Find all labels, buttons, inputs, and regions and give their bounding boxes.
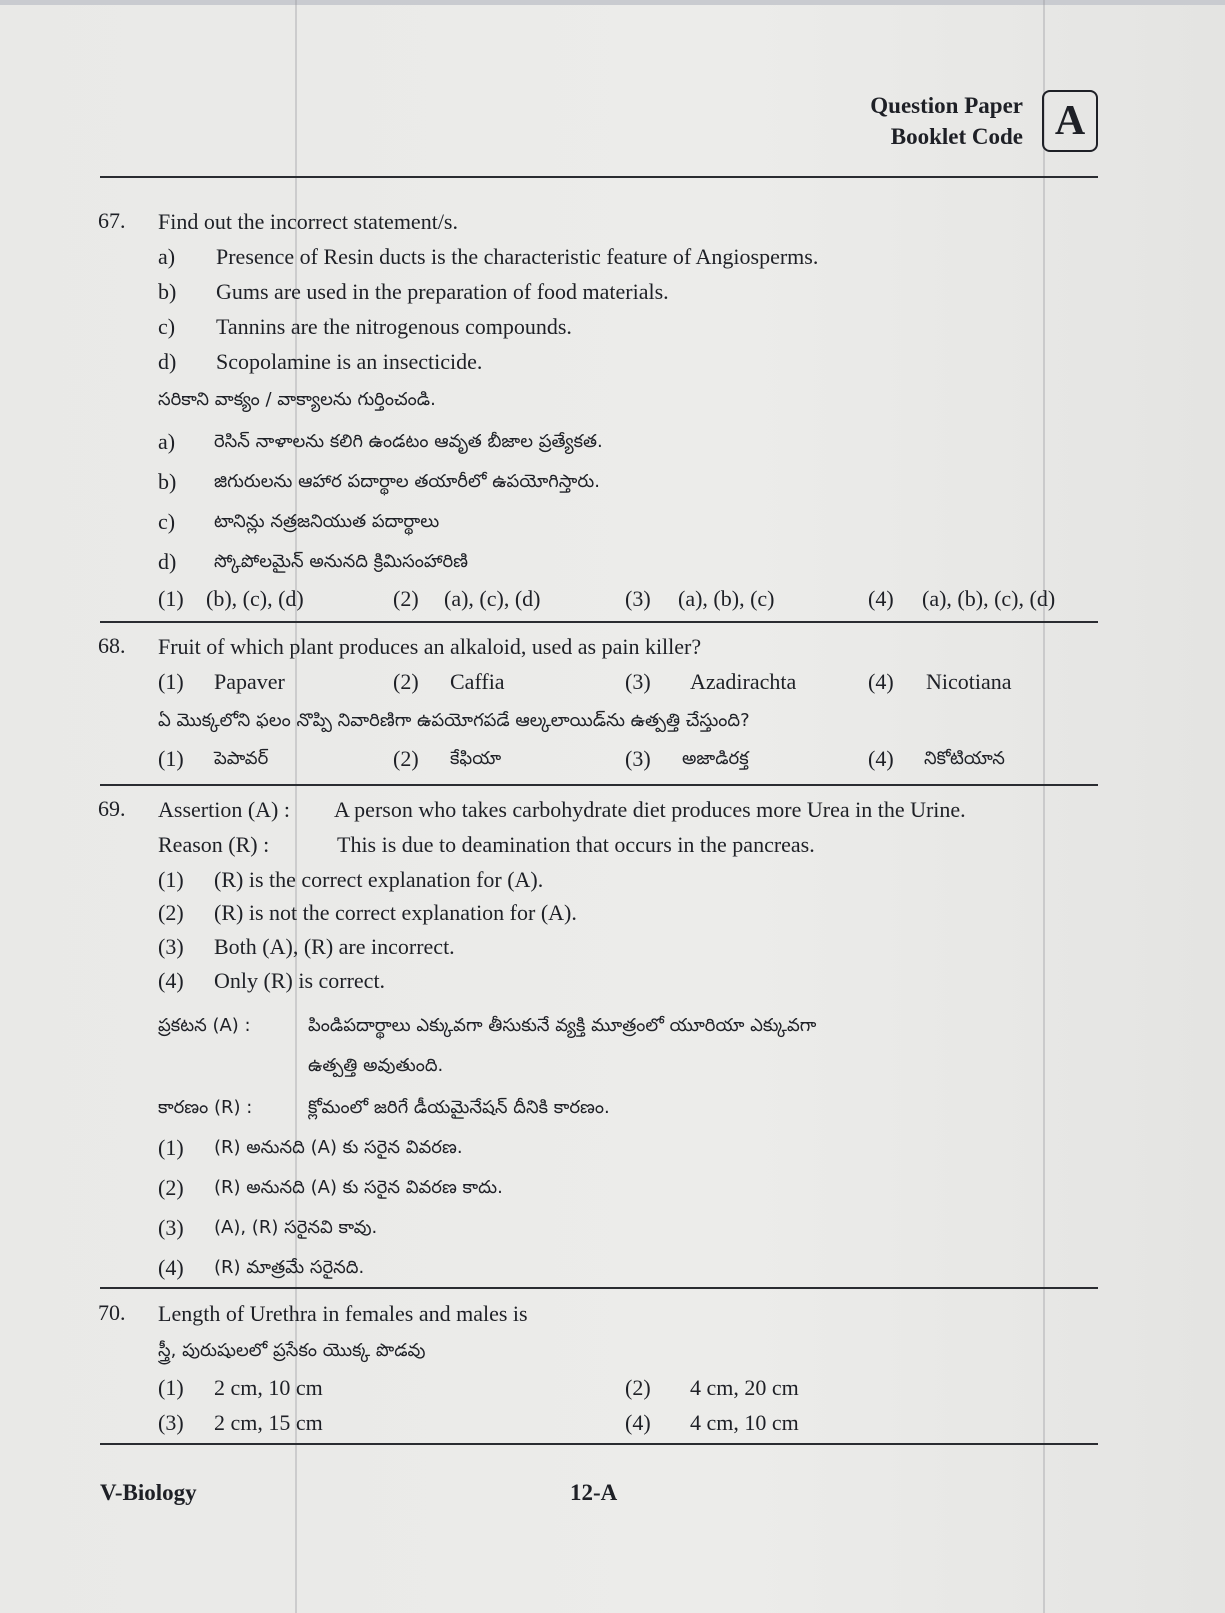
question-rule: [100, 621, 1098, 623]
option-number: (1): [158, 1375, 184, 1400]
option-number: (1): [158, 586, 184, 611]
footer-page-number: 12-A: [570, 1480, 618, 1505]
assertion-text: A person who takes carbohydrate diet produces more Urea in the Urine.: [334, 797, 966, 822]
booklet-code-label: [870, 90, 1023, 152]
option-text: (a), (b), (c), (d): [922, 586, 1056, 611]
option-number: (4): [868, 586, 894, 611]
question-rule: [100, 1287, 1098, 1289]
option-text: Caffia: [450, 669, 505, 694]
item-label: a): [158, 244, 176, 269]
option-number: (2): [158, 1175, 184, 1200]
option-number: (4): [158, 968, 184, 993]
question-stem: Find out the incorrect statement/s.: [158, 209, 458, 234]
footer-subject: V-Biology: [100, 1480, 197, 1505]
reason-text-te: క్లోమంలో జరిగే డీయమైనేషన్ దీనికి కారణం.: [308, 1097, 610, 1118]
option-text: 4 cm, 10 cm: [690, 1410, 799, 1435]
item-text: Tannins are the nitrogenous compounds.: [216, 314, 572, 339]
option-text: Nicotiana: [926, 669, 1012, 694]
option-text: 2 cm, 15 cm: [214, 1410, 323, 1435]
assertion-text-te: ఉత్పత్తి అవుతుంది.: [308, 1055, 444, 1076]
item-text-te: టానిన్లు నత్రజనియుత పదార్థాలు: [214, 511, 440, 532]
option-text: Azadirachta: [690, 669, 797, 694]
question-stem-te: స్త్రీ, పురుషులలో ప్రసేకం యొక్క పొడవు: [158, 1340, 426, 1361]
option-number: (4): [868, 746, 894, 771]
option-number: (4): [868, 669, 894, 694]
option-number: (3): [158, 1215, 184, 1240]
footer-rule: [100, 1443, 1098, 1445]
option-text: (a), (b), (c): [678, 586, 775, 611]
option-number: (4): [158, 1255, 184, 1280]
item-label: c): [158, 314, 176, 339]
question-number: 69.: [98, 796, 126, 821]
assertion-text-te: పిండిపదార్థాలు ఎక్కువగా తీసుకునే వ్యక్తి మూత్రంలో యూరియా ఎక్కువగా: [308, 1015, 817, 1036]
question-number: 67.: [98, 208, 126, 233]
option-text: (b), (c), (d): [206, 586, 304, 611]
option-text-te: (R) అనునది (A) కు సరైన వివరణ.: [214, 1137, 463, 1158]
option-text-te: (R) మాత్రమే సరైనది.: [214, 1257, 365, 1278]
option-text-te: నికోటియాన: [924, 748, 1005, 769]
item-text-te: రెసిన్ నాళాలను కలిగి ఉండటం ఆవృత బీజాల ప్రత్యేకత.: [214, 431, 603, 452]
option-text: 4 cm, 20 cm: [690, 1375, 799, 1400]
option-number: (4): [625, 1410, 651, 1435]
fold-line: [1043, 0, 1045, 1613]
question-stem-te: సరికాని వాక్యం / వాక్యాలను గుర్తించండి.: [158, 389, 436, 410]
option-number: (2): [625, 1375, 651, 1400]
item-label: a): [158, 429, 176, 454]
item-label: c): [158, 509, 176, 534]
option-text-te: అజాడిరక్త: [682, 748, 749, 769]
header-line-2: Booklet Code: [890, 124, 1023, 149]
option-number: (3): [625, 669, 651, 694]
option-text: Papaver: [214, 669, 285, 694]
item-text: Scopolamine is an insecticide.: [216, 349, 483, 374]
option-text: Only (R) is correct.: [214, 968, 386, 993]
question-rule: [100, 784, 1098, 786]
header-line-1: Question Paper: [870, 93, 1023, 118]
option-number: (1): [158, 746, 184, 771]
fold-line: [295, 0, 297, 1613]
reason-text: This is due to deamination that occurs in the pancreas.: [337, 832, 815, 857]
option-number: (1): [158, 1135, 184, 1160]
question-stem: Length of Urethra in females and males is: [158, 1301, 528, 1326]
question-stem-te: ఏ మొక్కలోని ఫలం నొప్పి నివారిణిగా ఉపయోగపడే ఆల్కలాయిడ్‌ను ఉత్పత్తి చేస్తుంది?: [158, 710, 750, 731]
question-number: 68.: [98, 633, 126, 658]
option-number: (3): [625, 746, 651, 771]
option-number: (3): [158, 1410, 184, 1435]
assertion-label-te: ప్రకటన (A) :: [158, 1015, 251, 1036]
option-text: (R) is the correct explanation for (A).: [214, 867, 544, 892]
option-number: (1): [158, 669, 184, 694]
item-text-te: జిగురులను ఆహార పదార్థాల తయారీలో ఉపయోగిస్తారు.: [214, 471, 600, 492]
item-text-te: స్కోపోలమైన్ అనునది క్రిమిసంహారిణి: [214, 551, 469, 572]
option-number: (1): [158, 867, 184, 892]
top-edge: [0, 0, 1225, 5]
reason-label-te: కారణం (R) :: [158, 1097, 253, 1118]
item-text: Presence of Resin ducts is the characteristic feature of Angiosperms.: [216, 244, 819, 269]
item-label: d): [158, 349, 177, 374]
option-text-te: కేఫియా: [450, 748, 502, 769]
option-number: (3): [625, 586, 651, 611]
question-number: 70.: [98, 1300, 126, 1325]
option-text: Both (A), (R) are incorrect.: [214, 934, 455, 959]
item-text: Gums are used in the preparation of food materials.: [216, 279, 669, 304]
option-number: (2): [393, 586, 419, 611]
assertion-label: Assertion (A) :: [158, 797, 290, 822]
option-text-te: (R) అనునది (A) కు సరైన వివరణ కాదు.: [214, 1177, 503, 1198]
option-number: (3): [158, 934, 184, 959]
item-label: b): [158, 279, 177, 304]
option-number: (2): [393, 669, 419, 694]
item-label: d): [158, 549, 177, 574]
option-number: (2): [158, 900, 184, 925]
header-rule: [100, 176, 1098, 178]
option-text: (a), (c), (d): [444, 586, 541, 611]
option-text: (R) is not the correct explanation for (A).: [214, 900, 577, 925]
option-text: 2 cm, 10 cm: [214, 1375, 323, 1400]
option-text-te: పెపావర్: [214, 748, 269, 769]
option-text-te: (A), (R) సరైనవి కావు.: [214, 1217, 378, 1238]
item-label: b): [158, 469, 177, 494]
booklet-code-box: A: [1042, 90, 1098, 152]
reason-label: Reason (R) :: [158, 832, 270, 857]
question-stem: Fruit of which plant produces an alkaloid, used as pain killer?: [158, 634, 702, 659]
option-number: (2): [393, 746, 419, 771]
